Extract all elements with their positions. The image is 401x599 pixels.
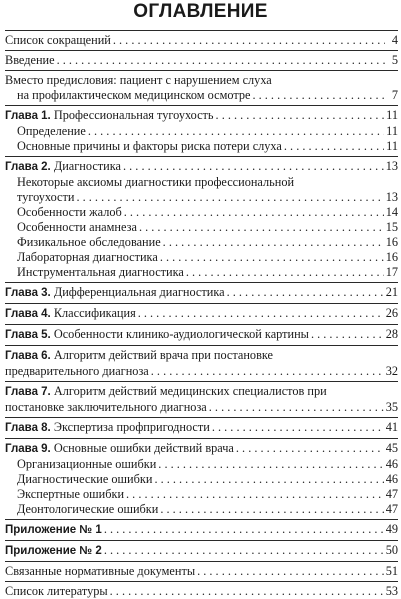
toc-entry-abbreviations[interactable]: [5, 33, 398, 48]
dot-leader: [252, 88, 385, 103]
separator-rule: [5, 30, 398, 31]
toc-page-number: 53: [385, 584, 398, 598]
toc-entry-title: Физикальное обследование: [17, 235, 161, 249]
toc-entry-section[interactable]: [5, 457, 398, 472]
toc-entry-title: Основные причины и факторы риска потери слуха: [17, 139, 282, 153]
toc-entry-chapter-1[interactable]: [5, 108, 398, 124]
dot-leader: [138, 306, 384, 321]
toc-page-number: 46: [385, 472, 398, 486]
dot-leader: [311, 327, 384, 342]
dot-leader: [154, 472, 383, 487]
toc-entry-chapter-3[interactable]: [5, 285, 398, 301]
toc-entry-chapter-8[interactable]: [5, 420, 398, 436]
toc-entry-appendix-1[interactable]: [5, 522, 398, 538]
toc-entry-title: Связанные нормативные документы: [5, 564, 196, 578]
separator-rule: [5, 282, 398, 283]
separator-rule: [5, 303, 398, 304]
dot-leader: [186, 265, 384, 280]
dot-leader: [57, 53, 385, 68]
toc-entry-title: Деонтологические ошибки: [17, 502, 159, 516]
toc-page-number: 32: [385, 364, 398, 378]
separator-rule: [5, 324, 398, 325]
separator-rule: [5, 70, 398, 71]
toc-entry-title: на профилактическом медицинском осмотре: [17, 88, 251, 102]
toc-page-number: 4: [391, 33, 398, 47]
toc-entry-preface[interactable]: [5, 73, 398, 103]
chapter-number: Глава 7.: [5, 386, 51, 398]
toc-entry-title: Введение: [5, 53, 55, 67]
toc-entry-section[interactable]: [5, 250, 398, 265]
dot-leader: [139, 220, 384, 235]
toc-entry-section[interactable]: [5, 265, 398, 280]
separator-rule: [5, 381, 398, 382]
toc-entry-chapter-5[interactable]: [5, 327, 398, 343]
toc-entry-chapter-7[interactable]: [5, 384, 398, 415]
toc-entry-appendix-2[interactable]: [5, 543, 398, 559]
toc-page-number: 17: [385, 265, 398, 279]
toc-entry-title-line1: Алгоритм действий медицинских специалистов при: [53, 384, 327, 398]
chapter-number: Глава 5.: [5, 329, 51, 341]
separator-rule: [5, 540, 398, 541]
toc-entry-title: Приложение № 1: [5, 524, 102, 536]
toc-page-number: 13: [385, 159, 398, 173]
toc-entry-title: Организационные ошибки: [17, 457, 157, 471]
toc-entry-section[interactable]: [5, 220, 398, 235]
dot-leader: [160, 250, 384, 265]
toc-entry-title: Экспертиза профпригодности: [53, 420, 210, 434]
dot-leader: [209, 400, 384, 415]
chapter-number: Глава 9.: [5, 443, 51, 455]
toc-entry-references[interactable]: [5, 584, 398, 599]
toc-entry-title: Список сокращений: [5, 33, 111, 47]
toc-entry-introduction[interactable]: [5, 53, 398, 68]
toc-page-number: 51: [385, 564, 398, 578]
separator-rule: [5, 438, 398, 439]
separator-rule: [5, 50, 398, 51]
toc-page-number: 16: [385, 235, 398, 249]
separator-rule: [5, 105, 398, 106]
chapter-number: Глава 3.: [5, 287, 51, 299]
toc-entry-regulatory-docs[interactable]: [5, 564, 398, 579]
toc-entry-chapter-6[interactable]: [5, 348, 398, 379]
chapter-number: Глава 8.: [5, 422, 51, 434]
toc-entry-title: Профессиональная тугоухость: [53, 108, 214, 122]
toc-entry-section[interactable]: [5, 487, 398, 502]
toc-entry-title: тугоухости: [17, 190, 75, 204]
toc-entry-title: Инструментальная диагностика: [17, 265, 184, 279]
chapter-number: Глава 2.: [5, 161, 51, 173]
dot-leader: [113, 33, 385, 48]
toc-entry-title: Лабораторная диагностика: [17, 250, 158, 264]
toc-entry-title-line1: Алгоритм действий врача при постановке: [53, 348, 274, 362]
dot-leader: [158, 457, 383, 472]
toc-page-number: 45: [385, 441, 398, 455]
toc-page-number: 16: [385, 250, 398, 264]
page-title: ОГЛАВЛЕНИЕ: [133, 1, 268, 22]
toc-page-number: 13: [385, 190, 398, 204]
dot-leader: [151, 364, 384, 379]
toc-page-number: 15: [385, 220, 398, 234]
toc-page-number: 41: [385, 420, 398, 434]
toc-entry-title: Особенности жалоб: [17, 205, 122, 219]
toc-page-number: 21: [385, 285, 398, 299]
dot-leader: [160, 502, 383, 517]
dot-leader: [284, 139, 384, 154]
toc-entry-title: Экспертные ошибки: [17, 487, 125, 501]
toc-entry-title: Определение: [17, 124, 86, 138]
toc-entry-chapter-2[interactable]: [5, 159, 398, 175]
toc-entry-section[interactable]: [5, 502, 398, 517]
toc-page-number: 49: [385, 522, 398, 536]
dot-leader: [216, 108, 385, 123]
toc-page-number: 47: [385, 487, 398, 501]
separator-rule: [5, 519, 398, 520]
toc-page-number: 7: [391, 88, 398, 102]
dot-leader: [236, 441, 384, 456]
separator-rule: [5, 417, 398, 418]
toc-entry-title: Дифференциальная диагностика: [53, 285, 225, 299]
toc-entry-title-line1: Вместо предисловия: пациент с нарушением слуха: [5, 73, 272, 87]
toc-entry-section[interactable]: [5, 205, 398, 220]
toc-entry-title: Основные ошибки действий врача: [53, 441, 234, 455]
toc-page-number: 28: [385, 327, 398, 341]
toc-entry-title: Диагностические ошибки: [17, 472, 153, 486]
separator-rule: [5, 156, 398, 157]
toc-entry-section[interactable]: [5, 472, 398, 487]
toc-entry-title: Классификация: [53, 306, 136, 320]
dot-leader: [212, 420, 384, 435]
dot-leader: [197, 564, 384, 579]
toc-page-number: 35: [385, 400, 398, 414]
toc-page-number: 26: [385, 306, 398, 320]
toc-page-number: 11: [386, 139, 398, 153]
toc-page-number: 47: [385, 502, 398, 516]
toc-entry-section[interactable]: [5, 235, 398, 250]
chapter-number: Глава 1.: [5, 110, 51, 122]
toc-entry-title-line1: Некоторые аксиомы диагностики профессиональной: [17, 175, 295, 189]
toc-entry-section[interactable]: [5, 139, 398, 154]
toc-entry-section[interactable]: [5, 124, 398, 139]
toc-entry-title: предварительного диагноза: [5, 364, 149, 378]
table-of-contents: [5, 33, 398, 599]
dot-leader: [76, 190, 383, 205]
toc-entry-chapter-4[interactable]: [5, 306, 398, 322]
toc-entry-title: Особенности анамнеза: [17, 220, 137, 234]
toc-entry-title: постановке заключительного диагноза: [5, 400, 207, 414]
separator-rule: [5, 581, 398, 582]
dot-leader: [123, 159, 384, 174]
dot-leader: [88, 124, 384, 139]
toc-page-number: 46: [385, 457, 398, 471]
toc-entry-section[interactable]: [5, 175, 398, 205]
dot-leader: [227, 285, 384, 300]
separator-rule: [5, 345, 398, 346]
dot-leader: [126, 487, 384, 502]
dot-leader: [110, 584, 384, 599]
dot-leader: [163, 235, 384, 250]
dot-leader: [104, 522, 384, 537]
dot-leader: [124, 205, 384, 220]
toc-entry-title: Список литературы: [5, 584, 108, 598]
toc-entry-chapter-9[interactable]: [5, 441, 398, 457]
toc-entry-title: Особенности клинико-аудиологической картины: [53, 327, 309, 341]
chapter-number: Глава 6.: [5, 350, 51, 362]
chapter-number: Глава 4.: [5, 308, 51, 320]
toc-page-number: 50: [385, 543, 398, 557]
toc-page-number: 11: [386, 108, 398, 122]
toc-page-number: 14: [385, 205, 398, 219]
separator-rule: [5, 561, 398, 562]
toc-page-number: 11: [386, 124, 398, 138]
toc-entry-title: Диагностика: [53, 159, 121, 173]
dot-leader: [104, 543, 384, 558]
toc-entry-title: Приложение № 2: [5, 545, 102, 557]
toc-page-number: 5: [391, 53, 398, 67]
